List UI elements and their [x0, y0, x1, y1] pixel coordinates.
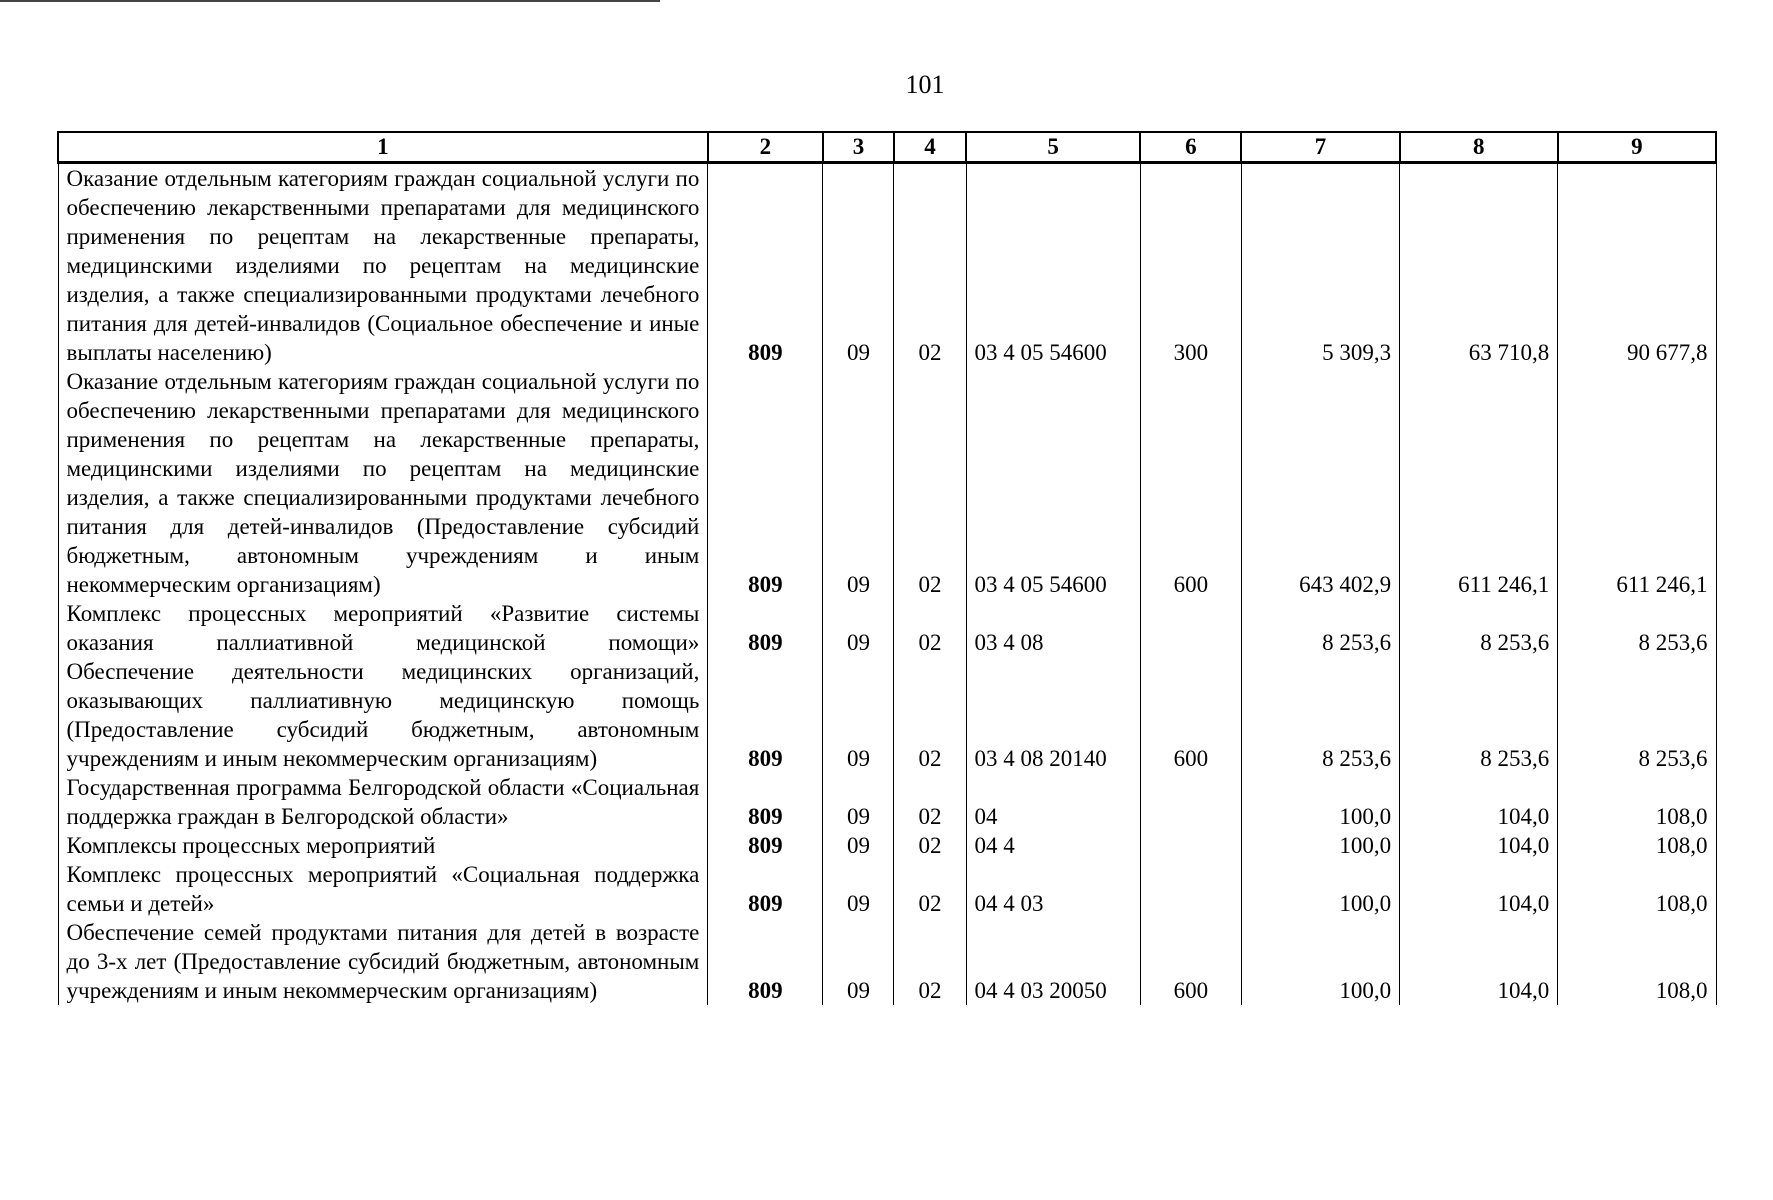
- col-header-8: 8: [1400, 132, 1558, 163]
- row-subsection: 02: [894, 860, 966, 918]
- row-admin-code: 809: [708, 163, 823, 368]
- row-section: 09: [823, 860, 894, 918]
- row-expense-type: [1140, 860, 1241, 918]
- row-value-9: 611 246,1: [1558, 367, 1716, 599]
- row-section: 09: [823, 367, 894, 599]
- row-admin-code: 809: [708, 860, 823, 918]
- table-row: [58, 918, 1716, 1005]
- row-section: 09: [823, 773, 894, 831]
- row-subsection: 02: [894, 657, 966, 773]
- row-value-9: 108,0: [1558, 831, 1716, 860]
- row-value-9: 90 677,8: [1558, 163, 1716, 368]
- row-value-7: 8 253,6: [1241, 657, 1399, 773]
- row-subsection: 02: [894, 831, 966, 860]
- table-row: [58, 773, 1716, 831]
- row-description: Оказание отдельным категориям граждан социальной услуги по обеспечению лекарственными препаратами для медицинского применения по рецептам на лекарственные препараты, медицинскими изделиями по рецептам на медицинские изделия, а также специализированными продуктами лечебного питания для детей-инвалидов (Предоставление субсидий бюджетным, автономным учреждениям и иным некоммерческим организациям): [58, 367, 708, 599]
- row-expense-type: 300: [1140, 163, 1241, 368]
- row-section: 09: [823, 657, 894, 773]
- row-description: Обеспечение семей продуктами питания для детей в возрасте до 3-х лет (Предоставление субсидий бюджетным, автономным учреждениям и иным некоммерческим организациям): [58, 918, 708, 1005]
- row-value-7: 8 253,6: [1241, 599, 1399, 657]
- row-value-8: 611 246,1: [1400, 367, 1558, 599]
- row-subsection: 02: [894, 163, 966, 368]
- row-value-9: 8 253,6: [1558, 599, 1716, 657]
- row-expense-type: 600: [1140, 367, 1241, 599]
- row-subsection: 02: [894, 367, 966, 599]
- row-expense-type: [1140, 773, 1241, 831]
- row-value-7: 100,0: [1241, 773, 1399, 831]
- row-value-8: 63 710,8: [1400, 163, 1558, 368]
- row-description: Комплекс процессных мероприятий «Развитие системы оказания паллиативной медицинской помощи»: [58, 599, 708, 657]
- row-value-7: 100,0: [1241, 831, 1399, 860]
- col-header-2: 2: [708, 132, 823, 163]
- row-section: 09: [823, 918, 894, 1005]
- row-description: Комплексы процессных мероприятий: [58, 831, 708, 860]
- table-row: [58, 367, 1716, 599]
- row-description: Государственная программа Белгородской области «Социальная поддержка граждан в Белгородской области»: [58, 773, 708, 831]
- row-admin-code: 809: [708, 918, 823, 1005]
- col-header-3: 3: [823, 132, 894, 163]
- row-subsection: 02: [894, 599, 966, 657]
- page-number: 101: [905, 70, 945, 99]
- table-row: [58, 163, 1716, 368]
- budget-table: [57, 131, 1717, 1005]
- col-header-4: 4: [894, 132, 966, 163]
- row-section: 09: [823, 163, 894, 368]
- row-value-9: 108,0: [1558, 918, 1716, 1005]
- row-admin-code: 809: [708, 831, 823, 860]
- col-header-6: 6: [1140, 132, 1241, 163]
- top-rule: [0, 0, 660, 2]
- row-target-article: 03 4 05 54600: [966, 163, 1140, 368]
- row-admin-code: 809: [708, 657, 823, 773]
- row-expense-type: [1140, 831, 1241, 860]
- row-subsection: 02: [894, 773, 966, 831]
- row-value-7: 100,0: [1241, 918, 1399, 1005]
- row-value-8: 104,0: [1400, 773, 1558, 831]
- row-expense-type: 600: [1140, 657, 1241, 773]
- row-value-9: 8 253,6: [1558, 657, 1716, 773]
- row-value-7: 5 309,3: [1241, 163, 1399, 368]
- col-header-1: 1: [58, 132, 708, 163]
- row-admin-code: 809: [708, 367, 823, 599]
- row-value-8: 8 253,6: [1400, 657, 1558, 773]
- row-target-article: 03 4 05 54600: [966, 367, 1140, 599]
- row-value-8: 104,0: [1400, 860, 1558, 918]
- row-value-7: 100,0: [1241, 860, 1399, 918]
- row-section: 09: [823, 831, 894, 860]
- row-expense-type: 600: [1140, 918, 1241, 1005]
- row-target-article: 04 4 03: [966, 860, 1140, 918]
- row-description: Обеспечение деятельности медицинских организаций, оказывающих паллиативную медицинскую помощь (Предоставление субсидий бюджетным, автономным учреждениям и иным некоммерческим организациям): [58, 657, 708, 773]
- table-row: [58, 657, 1716, 773]
- row-value-8: 104,0: [1400, 831, 1558, 860]
- row-admin-code: 809: [708, 773, 823, 831]
- row-target-article: 03 4 08: [966, 599, 1140, 657]
- row-expense-type: [1140, 599, 1241, 657]
- row-target-article: 03 4 08 20140: [966, 657, 1140, 773]
- row-value-8: 8 253,6: [1400, 599, 1558, 657]
- table-row: [58, 860, 1716, 918]
- row-value-9: 108,0: [1558, 860, 1716, 918]
- col-header-7: 7: [1241, 132, 1399, 163]
- row-admin-code: 809: [708, 599, 823, 657]
- row-value-9: 108,0: [1558, 773, 1716, 831]
- col-header-5: 5: [966, 132, 1140, 163]
- row-description: Оказание отдельным категориям граждан социальной услуги по обеспечению лекарственными препаратами для медицинского применения по рецептам на лекарственные препараты, медицинскими изделиями по рецептам на медицинские изделия, а также специализированными продуктами лечебного питания для детей-инвалидов (Социальное обеспечение и иные выплаты населению): [58, 163, 708, 368]
- row-section: 09: [823, 599, 894, 657]
- row-subsection: 02: [894, 918, 966, 1005]
- col-header-9: 9: [1558, 132, 1716, 163]
- table-row: [58, 599, 1716, 657]
- row-target-article: 04: [966, 773, 1140, 831]
- header-row: [58, 132, 1716, 163]
- row-value-8: 104,0: [1400, 918, 1558, 1005]
- row-description: Комплекс процессных мероприятий «Социальная поддержка семьи и детей»: [58, 860, 708, 918]
- row-target-article: 04 4: [966, 831, 1140, 860]
- row-value-7: 643 402,9: [1241, 367, 1399, 599]
- row-target-article: 04 4 03 20050: [966, 918, 1140, 1005]
- table-row: [58, 831, 1716, 860]
